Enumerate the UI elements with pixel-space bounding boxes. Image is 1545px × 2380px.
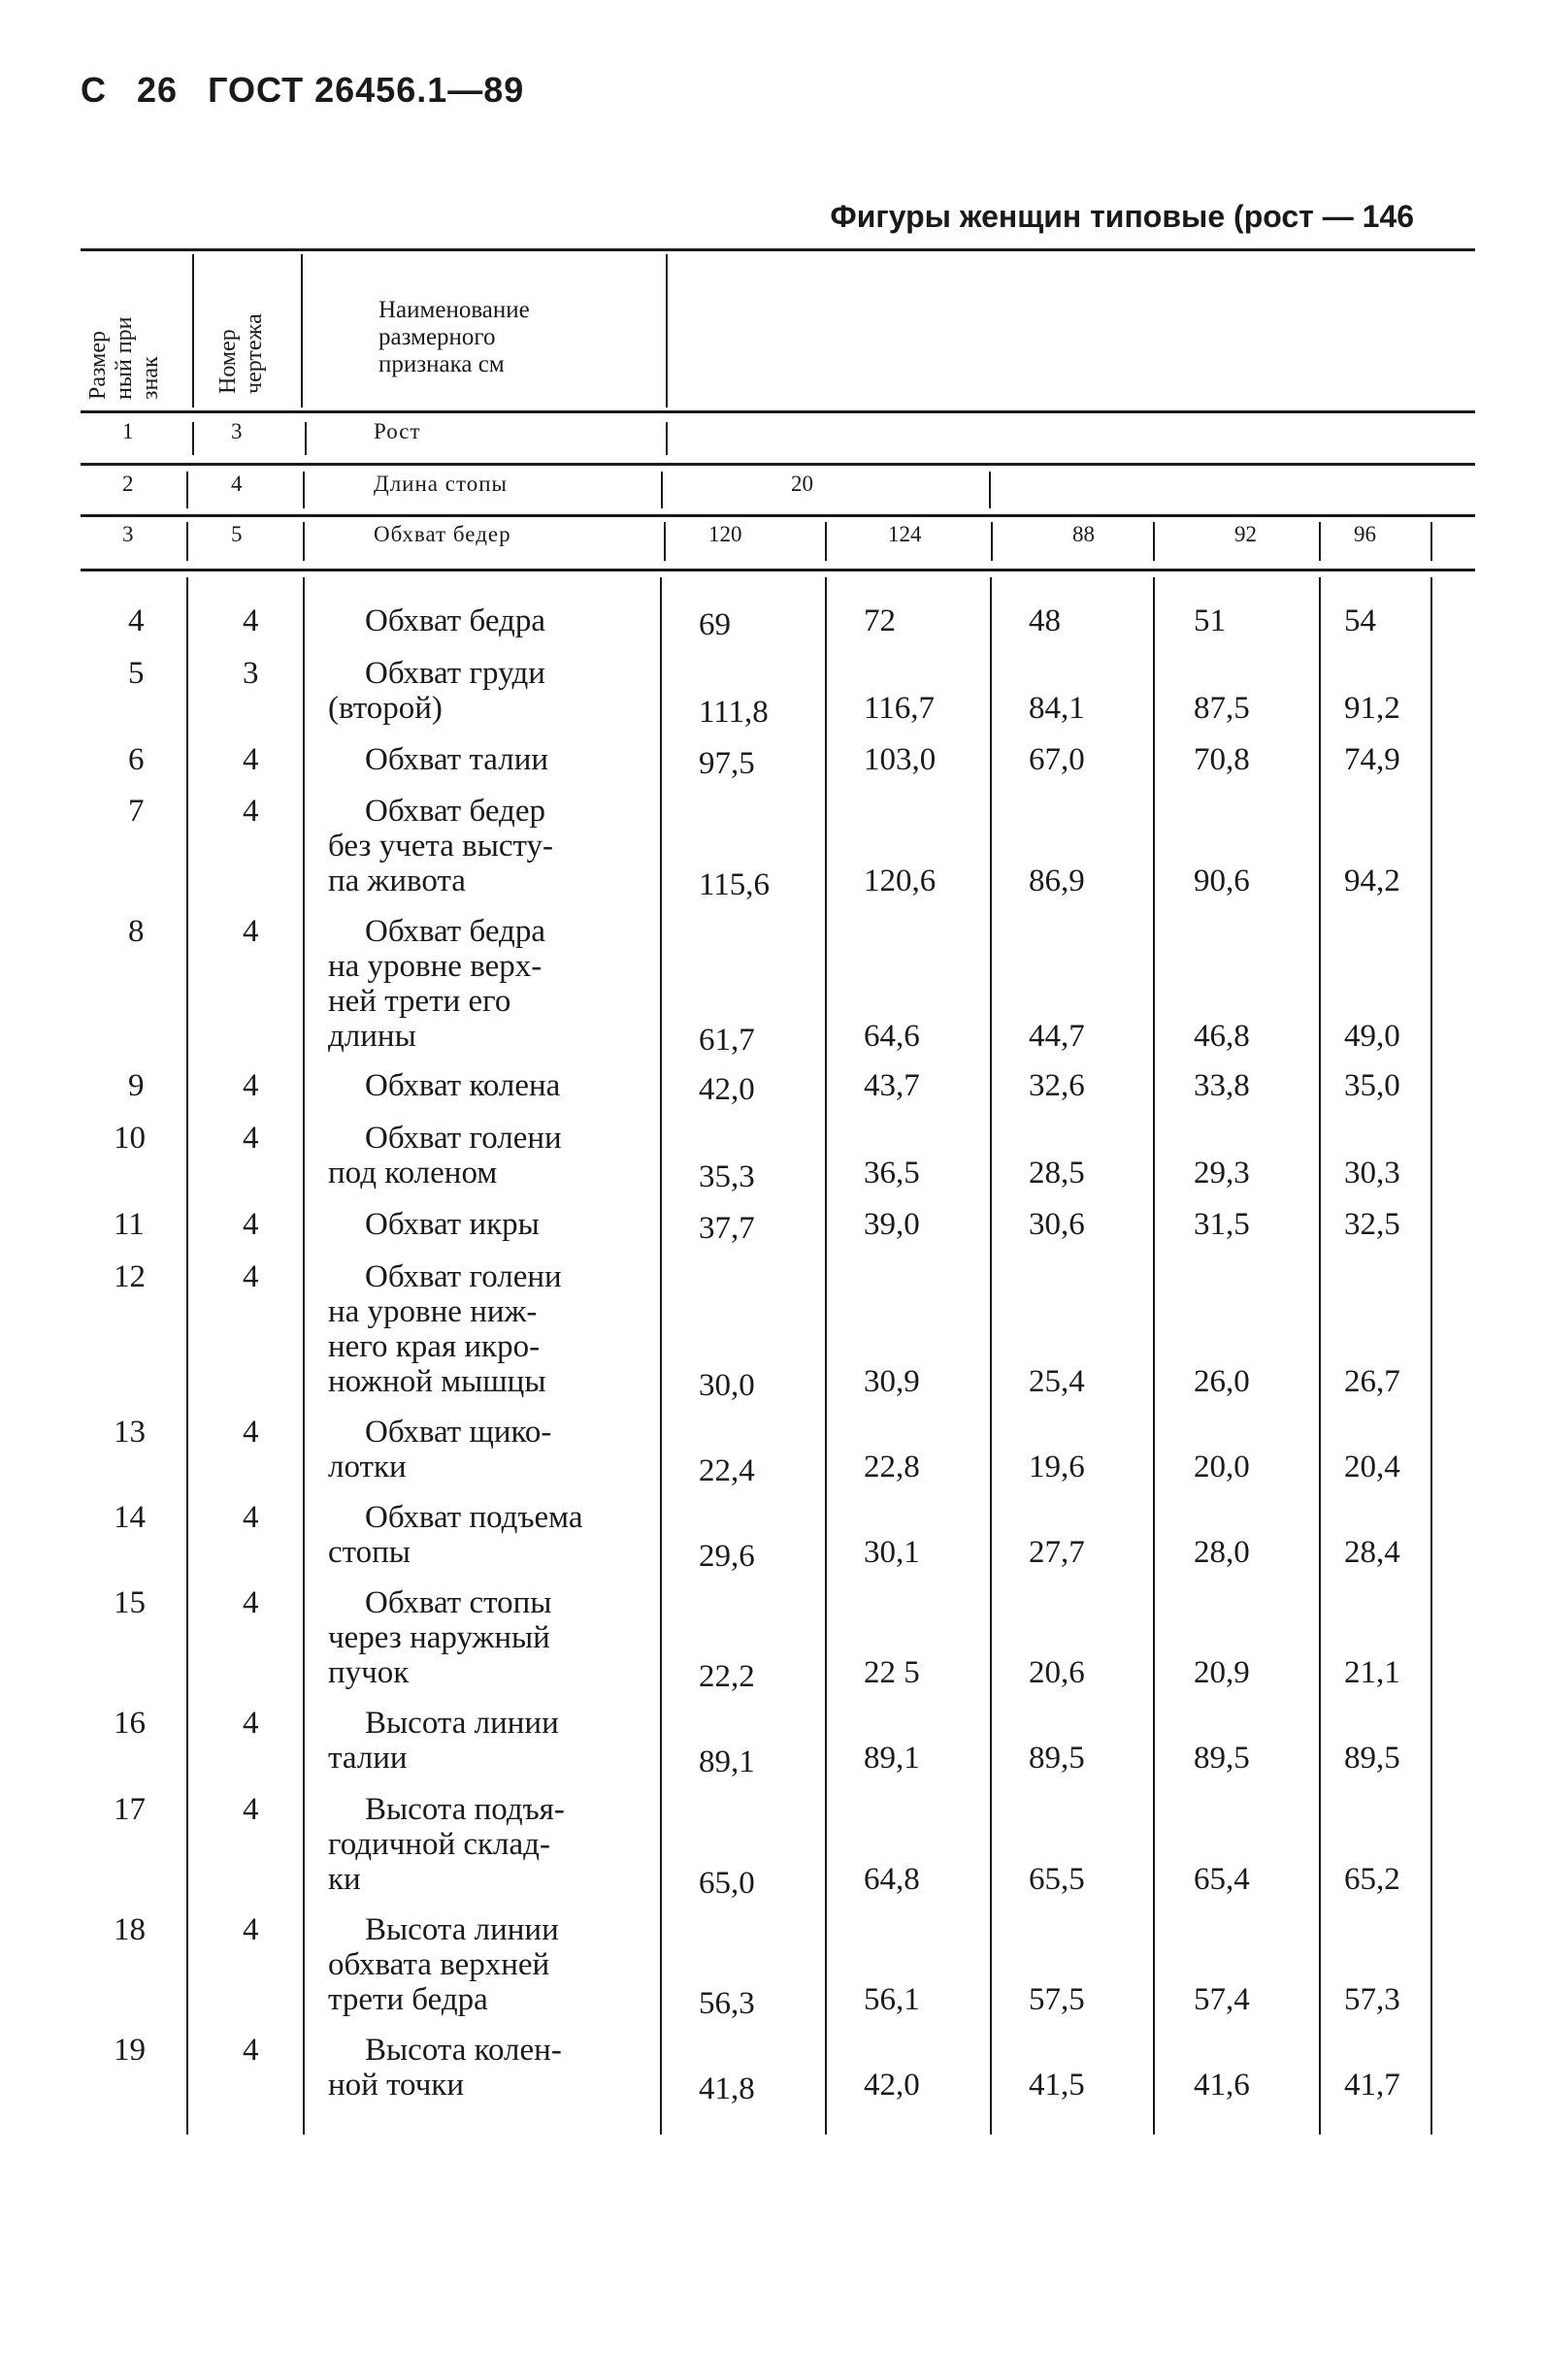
row-feature-number: 2 bbox=[122, 472, 134, 496]
row-feature-number: 5 bbox=[128, 656, 145, 691]
row-rule bbox=[81, 569, 1475, 571]
header-rule bbox=[81, 410, 1475, 413]
row-value: 86,9 bbox=[1029, 864, 1085, 898]
row-value: 69 bbox=[699, 607, 731, 642]
row-value: 35,0 bbox=[1344, 1068, 1400, 1103]
column-rule bbox=[303, 577, 305, 2135]
column-rule bbox=[186, 522, 188, 561]
row-value: 32,6 bbox=[1029, 1068, 1085, 1103]
column-rule bbox=[192, 422, 194, 455]
row-feature-number: 7 bbox=[128, 794, 145, 829]
row-feature-name: Обхват щико- лотки bbox=[328, 1415, 552, 1484]
row-feature-number: 1 bbox=[122, 419, 134, 443]
row-value: 97,5 bbox=[699, 746, 755, 781]
standard-number: ГОСТ 26456.1—89 bbox=[208, 70, 525, 110]
column-rule bbox=[192, 254, 194, 408]
row-value: 31,5 bbox=[1194, 1207, 1250, 1242]
row-value: 30,6 bbox=[1029, 1207, 1085, 1242]
row-feature-name: Высота колен- ной точки bbox=[328, 2033, 562, 2103]
row-value: 51 bbox=[1194, 603, 1226, 638]
row-value: 20,9 bbox=[1194, 1655, 1250, 1690]
row-drawing-number: 4 bbox=[243, 794, 259, 829]
row-value: 57,4 bbox=[1194, 1982, 1250, 2017]
row-value: 28,0 bbox=[1194, 1535, 1250, 1570]
row-value: 48 bbox=[1029, 603, 1061, 638]
column-rule bbox=[661, 472, 663, 508]
row-drawing-number: 4 bbox=[243, 1912, 259, 1947]
row-value: 36,5 bbox=[864, 1156, 920, 1190]
row-value: 20,4 bbox=[1344, 1450, 1400, 1484]
column-rule bbox=[990, 577, 992, 2135]
row-value: 54 bbox=[1344, 603, 1376, 638]
row-value: 30,3 bbox=[1344, 1156, 1400, 1190]
row-feature-name: Обхват бедра bbox=[365, 603, 545, 638]
row-value: 26,7 bbox=[1344, 1364, 1400, 1399]
row-value: 67,0 bbox=[1029, 742, 1085, 777]
row-value: 30,0 bbox=[699, 1368, 755, 1403]
column-rule bbox=[660, 577, 662, 2135]
column-rule bbox=[825, 577, 827, 2135]
column-rule bbox=[666, 254, 668, 408]
page-header bbox=[81, 70, 543, 111]
row-feature-name: Обхват икры bbox=[365, 1207, 540, 1242]
row-value: 41,7 bbox=[1344, 2068, 1400, 2103]
page-number: 26 bbox=[137, 70, 179, 110]
row-drawing-number: 4 bbox=[243, 1121, 259, 1156]
row-value: 84,1 bbox=[1029, 691, 1085, 726]
row-drawing-number: 4 bbox=[243, 603, 259, 638]
row-value: 94,2 bbox=[1344, 864, 1400, 898]
row-value: 89,5 bbox=[1029, 1741, 1085, 1776]
row-value: 56,1 bbox=[864, 1982, 920, 2017]
row-value: 89,5 bbox=[1194, 1741, 1250, 1776]
row-value: 30,9 bbox=[864, 1364, 920, 1399]
row-feature-name: Обхват талии bbox=[365, 742, 549, 777]
row-value: 91,2 bbox=[1344, 691, 1400, 726]
row-drawing-number: 4 bbox=[243, 1500, 259, 1535]
row-value: 41,8 bbox=[699, 2071, 755, 2106]
column-rule bbox=[666, 422, 668, 455]
row-value: 87,5 bbox=[1194, 691, 1250, 726]
column-rule bbox=[825, 522, 827, 561]
table-title: Фигуры женщин типовые (рост — 146 bbox=[830, 199, 1414, 234]
row-feature-number: 10 bbox=[114, 1121, 146, 1156]
row-value: 89,5 bbox=[1344, 1741, 1400, 1776]
row-drawing-number: 4 bbox=[243, 1068, 259, 1103]
row-value: 65,0 bbox=[699, 1866, 755, 1901]
row-value: 111,8 bbox=[699, 695, 769, 730]
page-series: С bbox=[81, 70, 107, 110]
row-drawing-number: 3 bbox=[243, 656, 259, 691]
row-value: 29,6 bbox=[699, 1539, 755, 1574]
row-value: 20,6 bbox=[1029, 1655, 1085, 1690]
column-rule bbox=[303, 472, 305, 508]
column-rule bbox=[186, 577, 188, 2135]
row-value: 20,0 bbox=[1194, 1450, 1250, 1484]
row-drawing-number: 4 bbox=[243, 914, 259, 949]
row-feature-name: Обхват бедер без учета высту- па живота bbox=[328, 794, 554, 898]
row-feature-name: Обхват груди (второй) bbox=[328, 656, 545, 726]
column-rule bbox=[664, 522, 666, 561]
row-feature-number: 6 bbox=[128, 742, 145, 777]
row-feature-name: Обхват голени под коленом bbox=[328, 1121, 562, 1190]
row-value: 20 bbox=[791, 472, 813, 496]
row-value: 90,6 bbox=[1194, 864, 1250, 898]
row-drawing-number: 4 bbox=[243, 1792, 259, 1827]
row-value: 22 5 bbox=[864, 1655, 920, 1690]
row-value: 65,5 bbox=[1029, 1862, 1085, 1897]
row-value: 64,8 bbox=[864, 1862, 920, 1897]
row-value: 120 bbox=[708, 522, 742, 546]
column-rule bbox=[1430, 577, 1432, 2135]
row-value: 89,1 bbox=[864, 1741, 920, 1776]
row-feature-number: 12 bbox=[114, 1259, 146, 1294]
column-rule bbox=[301, 254, 303, 408]
row-rule bbox=[81, 463, 1475, 466]
row-feature-name: Длина стопы bbox=[374, 472, 508, 496]
column-rule bbox=[1153, 577, 1155, 2135]
row-value: 42,0 bbox=[864, 2068, 920, 2103]
row-feature-number: 11 bbox=[114, 1207, 145, 1242]
row-feature-number: 9 bbox=[128, 1068, 145, 1103]
row-feature-number: 13 bbox=[114, 1415, 146, 1450]
row-value: 37,7 bbox=[699, 1211, 755, 1246]
column-rule bbox=[305, 422, 307, 455]
row-value: 29,3 bbox=[1194, 1156, 1250, 1190]
row-value: 25,4 bbox=[1029, 1364, 1085, 1399]
row-feature-name: Высота подъя- годичной склад- ки bbox=[328, 1792, 565, 1897]
row-feature-number: 18 bbox=[114, 1912, 146, 1947]
row-drawing-number: 4 bbox=[243, 1585, 259, 1620]
row-value: 61,7 bbox=[699, 1023, 755, 1058]
row-value: 22,8 bbox=[864, 1450, 920, 1484]
table-top-rule bbox=[81, 248, 1475, 251]
row-rule bbox=[81, 514, 1475, 517]
row-value: 22,4 bbox=[699, 1453, 755, 1488]
row-value: 21,1 bbox=[1344, 1655, 1400, 1690]
row-value: 41,5 bbox=[1029, 2068, 1085, 2103]
row-value: 72 bbox=[864, 603, 896, 638]
row-value: 33,8 bbox=[1194, 1068, 1250, 1103]
row-feature-number: 14 bbox=[114, 1500, 146, 1535]
row-value: 26,0 bbox=[1194, 1364, 1250, 1399]
column-rule bbox=[303, 522, 305, 561]
row-value: 56,3 bbox=[699, 1986, 755, 2021]
row-value: 115,6 bbox=[699, 867, 771, 902]
column-rule bbox=[186, 472, 188, 508]
column-header-feature-number: Размер ный при знак bbox=[85, 316, 163, 400]
row-drawing-number: 4 bbox=[231, 472, 243, 496]
row-feature-name: Обхват бедра на уровне верх- ней трети его длины bbox=[328, 914, 545, 1054]
row-value: 46,8 bbox=[1194, 1019, 1250, 1054]
row-feature-name: Обхват стопы через наружный пучок bbox=[328, 1585, 552, 1690]
column-rule bbox=[991, 522, 993, 561]
row-drawing-number: 3 bbox=[231, 419, 243, 443]
row-feature-number: 4 bbox=[128, 603, 145, 638]
row-value: 96 bbox=[1354, 522, 1376, 546]
row-value: 74,9 bbox=[1344, 742, 1400, 777]
row-value: 70,8 bbox=[1194, 742, 1250, 777]
row-feature-number: 8 bbox=[128, 914, 145, 949]
row-value: 30,1 bbox=[864, 1535, 920, 1570]
row-value: 57,5 bbox=[1029, 1982, 1085, 2017]
row-feature-number: 17 bbox=[114, 1792, 146, 1827]
column-header-feature-name: Наименование размерного признака см bbox=[378, 297, 530, 377]
column-rule bbox=[1153, 522, 1155, 561]
row-value: 49,0 bbox=[1344, 1019, 1400, 1054]
row-value: 124 bbox=[888, 522, 922, 546]
row-value: 65,4 bbox=[1194, 1862, 1250, 1897]
row-value: 116,7 bbox=[864, 691, 936, 726]
row-value: 39,0 bbox=[864, 1207, 920, 1242]
column-header-drawing-number: Номер чертежа bbox=[215, 313, 267, 394]
row-value: 19,6 bbox=[1029, 1450, 1085, 1484]
row-value: 43,7 bbox=[864, 1068, 920, 1103]
row-feature-name: Обхват колена bbox=[365, 1068, 561, 1103]
row-feature-number: 15 bbox=[114, 1585, 146, 1620]
row-drawing-number: 4 bbox=[243, 1706, 259, 1741]
column-rule bbox=[1319, 577, 1321, 2135]
row-feature-number: 3 bbox=[122, 522, 134, 546]
row-feature-number: 16 bbox=[114, 1706, 146, 1741]
row-feature-number: 19 bbox=[114, 2033, 146, 2068]
row-value: 32,5 bbox=[1344, 1207, 1400, 1242]
row-value: 57,3 bbox=[1344, 1982, 1400, 2017]
row-value: 28,5 bbox=[1029, 1156, 1085, 1190]
row-value: 41,6 bbox=[1194, 2068, 1250, 2103]
row-drawing-number: 4 bbox=[243, 2033, 259, 2068]
row-value: 92 bbox=[1234, 522, 1257, 546]
row-value: 89,1 bbox=[699, 1744, 755, 1779]
row-value: 88 bbox=[1072, 522, 1095, 546]
row-value: 44,7 bbox=[1029, 1019, 1085, 1054]
row-value: 120,6 bbox=[864, 864, 937, 898]
row-drawing-number: 4 bbox=[243, 1259, 259, 1294]
row-value: 35,3 bbox=[699, 1159, 755, 1194]
row-value: 42,0 bbox=[699, 1072, 755, 1107]
column-rule bbox=[989, 472, 991, 508]
row-value: 28,4 bbox=[1344, 1535, 1400, 1570]
row-feature-name: Обхват бедер bbox=[374, 522, 511, 546]
row-feature-name: Высота линии обхвата верхней трети бедра bbox=[328, 1912, 559, 2017]
row-value: 22,2 bbox=[699, 1659, 755, 1694]
column-rule bbox=[1430, 522, 1432, 561]
row-value: 103,0 bbox=[864, 742, 937, 777]
row-feature-name: Высота линии талии bbox=[328, 1706, 559, 1776]
row-feature-name: Рост bbox=[374, 419, 421, 443]
row-feature-name: Обхват голени на уровне ниж- него края икро- ножной мышцы bbox=[328, 1259, 562, 1399]
column-rule bbox=[1319, 522, 1321, 561]
row-feature-name: Обхват подъема стопы bbox=[328, 1500, 583, 1570]
row-drawing-number: 4 bbox=[243, 1415, 259, 1450]
row-value: 64,6 bbox=[864, 1019, 920, 1054]
row-value: 65,2 bbox=[1344, 1862, 1400, 1897]
row-drawing-number: 4 bbox=[243, 1207, 259, 1242]
row-drawing-number: 5 bbox=[231, 522, 243, 546]
row-drawing-number: 4 bbox=[243, 742, 259, 777]
row-value: 27,7 bbox=[1029, 1535, 1085, 1570]
